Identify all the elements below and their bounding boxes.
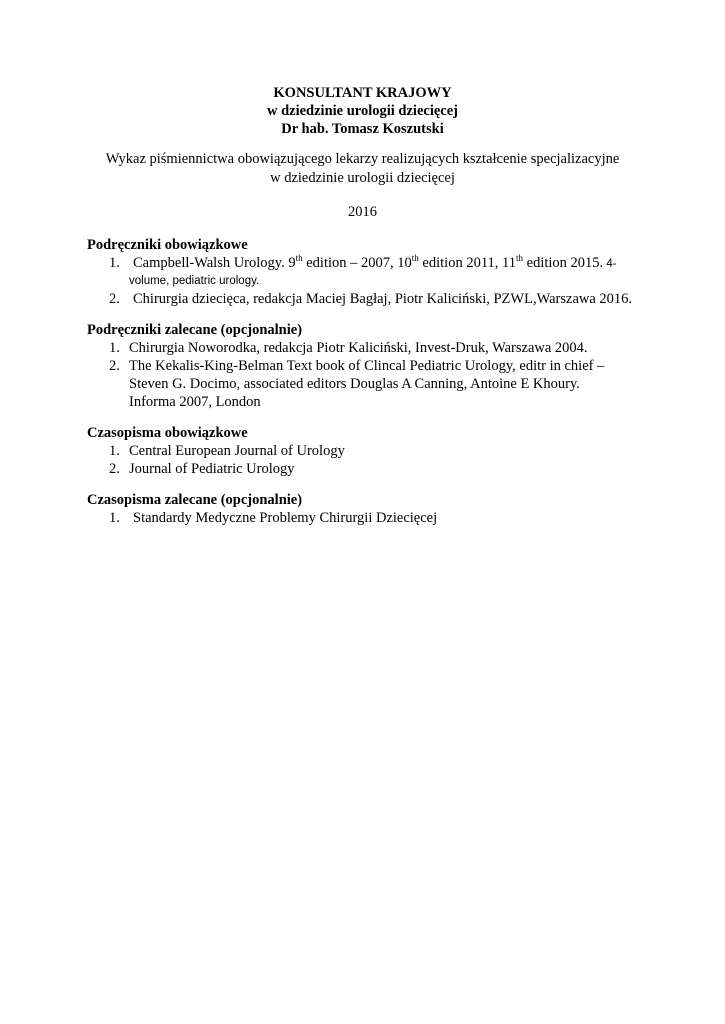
text-part: Campbell-Walsh Urology. 9 — [133, 255, 296, 271]
list-item-number: 1. — [109, 510, 120, 526]
list-item-text: Chirurgia Noworodka, redakcja Piotr Kaliciński, Invest-Druk, Warszawa 2004. — [129, 340, 588, 356]
section-title: Podręczniki zalecane (opcjonalnie) — [87, 322, 303, 338]
list-item — [87, 339, 667, 357]
list-item — [87, 442, 667, 460]
list-item-continuation: volume, pediatric urology. — [129, 275, 260, 287]
header-title: KONSULTANT KRAJOWY — [273, 85, 452, 101]
text-part: edition 2011, 11 — [418, 255, 516, 271]
document-subtitle — [0, 150, 725, 188]
text-part: edition 2015. — [523, 255, 604, 271]
list-item-text — [129, 254, 667, 273]
list-item — [87, 509, 667, 527]
list-item — [87, 460, 667, 478]
list-item-number: 2. — [109, 461, 120, 477]
list-item-number: 1. — [109, 255, 120, 271]
subtitle-line-1: Wykaz piśmiennictwa obowiązującego lekarzy realizujących kształcenie specjalizacyjne — [105, 151, 620, 167]
superscript: th — [411, 253, 419, 264]
superscript: th — [295, 253, 303, 264]
text-part: 4- — [603, 258, 617, 270]
list-item-text-line-1: The Kekalis-King-Belman Text book of Clincal Pediatric Urology, editr in chief – — [129, 358, 605, 374]
list-item — [87, 254, 667, 290]
document-header — [0, 84, 725, 138]
list-item-text-line-2: Steven G. Docimo, associated editors Douglas A Canning, Antoine E Khoury. — [129, 376, 580, 392]
list-item-number: 2. — [109, 358, 120, 374]
section-recommended-textbooks — [87, 321, 667, 411]
list-item-number: 2. — [109, 291, 120, 307]
list-item-text: Standardy Medyczne Problemy Chirurgii Dziecięcej — [133, 510, 438, 526]
document-year: 2016 — [348, 204, 377, 220]
list-item-number: 1. — [109, 340, 120, 356]
subtitle-line-2: w dziedzinie urologii dziecięcej — [270, 170, 455, 186]
list-item-text: Journal of Pediatric Urology — [129, 461, 295, 477]
section-required-journals — [87, 424, 667, 478]
section-recommended-journals — [87, 491, 667, 527]
superscript: th — [516, 253, 524, 264]
list-item-text: Central European Journal of Urology — [129, 443, 345, 459]
section-title: Czasopisma obowiązkowe — [87, 425, 248, 441]
list-item — [87, 290, 667, 308]
section-title: Czasopisma zalecane (opcjonalnie) — [87, 492, 303, 508]
list-item-number: 1. — [109, 443, 120, 459]
text-part: edition – 2007, 10 — [302, 255, 412, 271]
header-author: Dr hab. Tomasz Koszutski — [281, 121, 444, 137]
section-required-textbooks — [87, 236, 667, 308]
list-item — [87, 357, 667, 411]
section-title: Podręczniki obowiązkowe — [87, 237, 248, 253]
header-field: w dziedzinie urologii dziecięcej — [266, 103, 458, 119]
list-item-text: Chirurgia dziecięca, redakcja Maciej Bagłaj, Piotr Kaliciński, PZWL,Warszawa 2016. — [133, 291, 633, 307]
list-item-text-line-3: Informa 2007, London — [129, 394, 261, 410]
